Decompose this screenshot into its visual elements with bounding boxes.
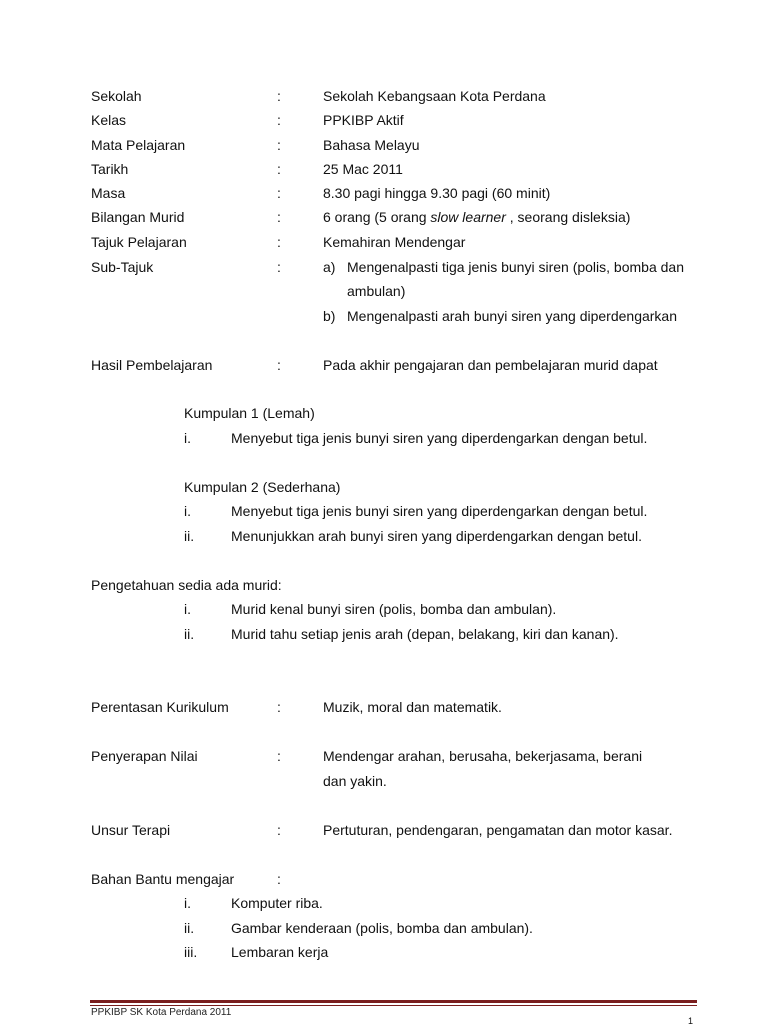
- field-value: 25 Mac 2011: [323, 161, 403, 177]
- list-item-text: Gambar kenderaan (polis, bomba dan ambulan).: [231, 920, 533, 936]
- field-colon: :: [277, 185, 281, 201]
- field-colon: :: [277, 209, 281, 225]
- field-colon: :: [277, 161, 281, 177]
- list-item-text: Menunjukkan arah bunyi siren yang diperdengarkan dengan betul.: [231, 528, 642, 544]
- field-label: Kelas: [91, 112, 127, 128]
- list-number: iii.: [184, 944, 198, 960]
- list-number: ii.: [184, 528, 195, 544]
- field-colon: :: [277, 137, 281, 153]
- value-italic: slow learner: [430, 209, 506, 225]
- list-item-text: Murid tahu setiap jenis arah (depan, belakang, kiri dan kanan).: [231, 626, 619, 642]
- field-label: Perentasan Kurikulum: [91, 699, 229, 715]
- list-item-text: Mengenalpasti tiga jenis bunyi siren (polis, bomba dan: [347, 259, 684, 275]
- footer-rule-thin: [90, 1005, 697, 1006]
- field-value: 8.30 pagi hingga 9.30 pagi (60 minit): [323, 185, 551, 201]
- field-colon: :: [277, 357, 281, 373]
- section-title: Pengetahuan sedia ada murid:: [91, 577, 282, 593]
- list-item-text: Mengenalpasti arah bunyi siren yang diperdengarkan: [347, 308, 677, 324]
- field-label: Sub-Tajuk: [91, 259, 154, 275]
- list-item-text: Lembaran kerja: [231, 944, 329, 960]
- list-letter: a): [323, 259, 336, 275]
- footer-rule: [90, 1000, 697, 1003]
- field-colon: :: [277, 88, 281, 104]
- field-value: Pada akhir pengajaran dan pembelajaran murid dapat: [323, 357, 658, 373]
- field-label: Mata Pelajaran: [91, 137, 186, 153]
- field-colon: :: [277, 871, 281, 887]
- list-item-text: Menyebut tiga jenis bunyi siren yang diperdengarkan dengan betul.: [231, 503, 648, 519]
- list-item-text: Komputer riba.: [231, 895, 323, 911]
- field-label: Unsur Terapi: [91, 822, 171, 838]
- list-number: i.: [184, 895, 191, 911]
- field-value: Pertuturan, pendengaran, pengamatan dan motor kasar.: [323, 822, 673, 838]
- list-number: i.: [184, 430, 191, 446]
- field-value: Kemahiran Mendengar: [323, 234, 466, 250]
- field-value: Muzik, moral dan matematik.: [323, 699, 502, 715]
- list-number: i.: [184, 601, 191, 617]
- value-text: 6 orang (5 orang: [323, 209, 431, 225]
- field-label: Tajuk Pelajaran: [91, 234, 187, 250]
- field-label: Hasil Pembelajaran: [91, 357, 213, 373]
- field-value: Sekolah Kebangsaan Kota Perdana: [323, 88, 546, 104]
- list-item-text: Murid kenal bunyi siren (polis, bomba dan ambulan).: [231, 601, 557, 617]
- field-value: Bahasa Melayu: [323, 137, 420, 153]
- field-label: Bahan Bantu mengajar: [91, 871, 235, 887]
- field-label: Masa: [91, 185, 126, 201]
- field-value: PPKIBP Aktif: [323, 112, 404, 128]
- page-number: 1: [688, 1016, 694, 1026]
- list-number: ii.: [184, 626, 195, 642]
- field-colon: :: [277, 699, 281, 715]
- list-item-text: Menyebut tiga jenis bunyi siren yang diperdengarkan dengan betul.: [231, 430, 648, 446]
- field-label: Tarikh: [91, 161, 129, 177]
- field-colon: :: [277, 234, 281, 250]
- field-label: Bilangan Murid: [91, 209, 185, 225]
- field-label: Penyerapan Nilai: [91, 748, 198, 764]
- field-value: Mendengar arahan, berusaha, bekerjasama, berani: [323, 748, 643, 764]
- value-text: , seorang disleksia): [505, 209, 631, 225]
- field-colon: :: [277, 748, 281, 764]
- group-title: Kumpulan 1 (Lemah): [184, 405, 315, 421]
- field-value: [323, 208, 630, 226]
- list-number: ii.: [184, 920, 195, 936]
- field-value-cont: dan yakin.: [323, 773, 387, 789]
- list-item-text-cont: ambulan): [347, 283, 406, 299]
- footer-text: PPKIBP SK Kota Perdana 2011: [91, 1007, 232, 1018]
- group-title: Kumpulan 2 (Sederhana): [184, 479, 341, 495]
- field-colon: :: [277, 112, 281, 128]
- list-number: i.: [184, 503, 191, 519]
- field-colon: :: [277, 822, 281, 838]
- field-colon: :: [277, 259, 281, 275]
- field-label: Sekolah: [91, 88, 142, 104]
- list-letter: b): [323, 308, 336, 324]
